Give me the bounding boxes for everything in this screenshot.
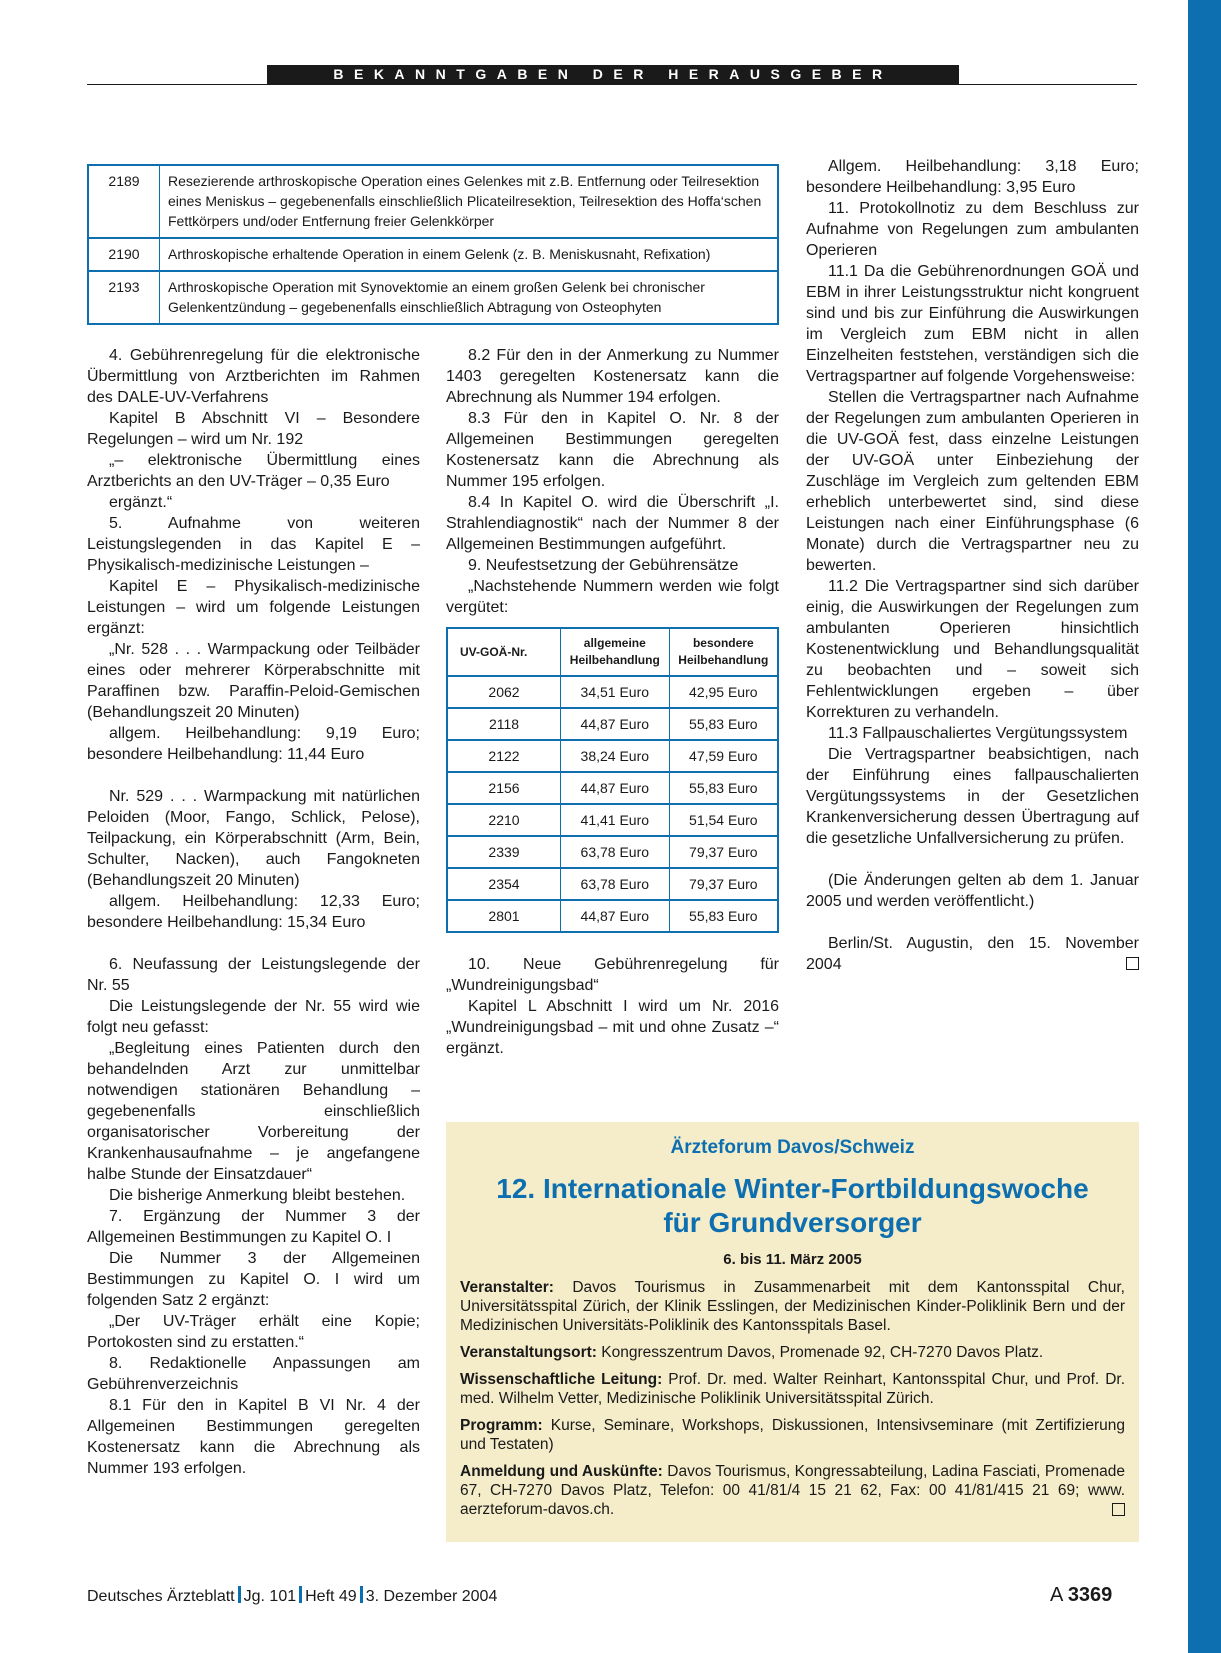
footer-separator [299,1586,302,1603]
paragraph: Die bisherige Anmerkung bleibt bestehen. [109,1187,406,1204]
column-header: UV-GOÄ-Nr. [447,628,561,676]
event-title [460,1172,1125,1240]
table-row [447,900,778,932]
event-item [460,1416,1125,1454]
paragraph: Kapitel L Abschnitt I wird um Nr. 2016 „Wundreinigungsbad – mit und ohne Zusatz –“ ergänzt. [446,998,779,1057]
volume: Jg. 101 [243,1588,297,1605]
paragraph: Die Vertragspartner beabsichtigen, nach der Einführung eines fallpauschalierten Vergütungssystems in der Gesetzlichen Krankenversicherung dessen Übertragung auf die gesetzliche Unfallversicherung zu prüfen. [806,746,1139,847]
table-cell: 42,95 Euro [669,676,778,708]
section-heading: 8. Redaktionelle Anpassungen am Gebührenverzeichnis [87,1355,420,1393]
paragraph: „Nachstehende Nummern werden wie folgt vergütet: [446,578,779,616]
paragraph: Kapitel B Abschnitt VI – Besondere Regelungen – wird um Nr. 192 [87,410,420,448]
column-header: besondere Heilbehandlung [669,628,778,676]
paragraph: allgem. Heilbehandlung: 12,33 Euro; besondere Heilbehandlung: 15,34 Euro [87,893,420,931]
event-item [460,1343,1125,1362]
table-cell: 63,78 Euro [561,836,670,868]
table-row [88,165,778,238]
paragraph: 8.4 In Kapitel O. wird die Überschrift „I. Strahlendiagnostik“ nach der Nummer 8 der Allgemeinen Bestimmungen aufgeführt. [446,494,779,553]
header-rule [87,84,1137,85]
section-header: BEKANNTGABEN DER HERAUSGEBER [267,65,959,84]
paragraph: „Nr. 528 . . . Warmpackung oder Teilbäder eines oder mehrerer Körperabschnitte mit Paraffinen bzw. Paraffin-Peloid-Gemischen (Behandlungszeit 20 Minuten) [87,641,420,721]
table-cell: 2210 [447,804,561,836]
page-prefix: A [1050,1584,1063,1606]
table-cell: 44,87 Euro [561,708,670,740]
paragraph: (Die Änderungen gelten ab dem 1. Januar 2005 und werden veröffentlicht.) [806,872,1139,910]
event-item-text: Davos Tourismus in Zusammenarbeit mit dem Kantonsspital Chur, Universitätsspital Zürich, der Klinik Esslingen, der Medizinischen Kinder-Poliklinik Bern und der Medizinischen Universitäts-Poliklinik des Kantonsspitals Basel. [460,1279,1125,1334]
issue: Heft 49 [305,1588,357,1605]
table-row [88,271,778,324]
table-cell: 44,87 Euro [561,900,670,932]
table-row [447,708,778,740]
end-square-icon [1126,957,1139,970]
table-row [447,676,778,708]
event-item [460,1278,1125,1335]
section-heading: 11.3 Fallpauschaliertes Vergütungssystem [828,725,1128,742]
signature-line [806,933,1139,975]
signature-text: Berlin/St. Augustin, den 15. November 2004 [806,935,1139,973]
footer-separator [238,1586,241,1603]
table-row [447,804,778,836]
table-row [447,836,778,868]
paragraph: allgem. Heilbehandlung: 9,19 Euro; besondere Heilbehandlung: 11,44 Euro [87,725,420,763]
table-cell: 55,83 Euro [669,900,778,932]
table-cell: 2156 [447,772,561,804]
event-item-label: Programm: [460,1417,543,1434]
paragraph: Die Leistungslegende der Nr. 55 wird wie folgt neu gefasst: [87,998,420,1036]
section-heading: 6. Neufassung der Leistungslegende der Nr. 55 [87,956,420,994]
table-cell: 2354 [447,868,561,900]
procedure-number: 2193 [88,271,160,324]
event-organizer-line: Ärzteforum Davos/Schweiz [670,1137,915,1158]
table-row [447,868,778,900]
procedure-description: Resezierende arthroskopische Operation eines Gelenkes mit z.B. Entfernung oder Teilresektion eines Meniskus – gegebenenfalls einschließlich Plicateilresektion, Teilresektion des Hoffa‘schen Fettkörpers und/oder Entfernung freier Gelenkkörper [160,165,779,238]
paragraph: Die Nummer 3 der Allgemeinen Bestimmungen zu Kapitel O. I wird um folgenden Satz 2 ergänzt: [87,1250,420,1309]
page-number [1050,1582,1112,1608]
paragraph: Stellen die Vertragspartner nach Aufnahme der Regelungen zum ambulanten Operieren in die UV-GOÄ fest, dass einzelne Leistungen der UV-GOÄ unter Einbeziehung der Zuschläge im Vergleich zum geltenden EBM erheblich unterbewertet sind, sind diese Leistungen nach einer Einführungsphase (6 Monate) durch die Vertragspartner neu zu bewerten. [806,389,1139,574]
table-cell: 55,83 Euro [669,772,778,804]
footer-separator [360,1586,363,1603]
table-cell: 41,41 Euro [561,804,670,836]
column-header: allgemeine Heilbehandlung [561,628,670,676]
section-heading: 7. Ergänzung der Nummer 3 der Allgemeinen Bestimmungen zu Kapitel O. I [87,1208,420,1246]
event-title-line: 12. Internationale Winter-Fortbildungswoche [496,1173,1089,1204]
event-date: 6. bis 11. März 2005 [723,1251,862,1268]
table-cell: 2122 [447,740,561,772]
journal-name: Deutsches Ärzteblatt [87,1588,235,1605]
end-square-icon [1112,1503,1125,1516]
paragraph: 11.1 Da die Gebührenordnungen GOÄ und EBM in ihrer Leistungsstruktur nicht kongruent sind und bis zur Einführung die Auswirkungen im Vergleich zum EBM nicht in allen Einzelheiten feststehen, verständigen sich die Vertragspartner auf folgende Vorgehensweise: [806,263,1139,385]
event-item-text: Prof. Dr. med. Walter Reinhart, Kantonsspital Chur, und Prof. Dr. med. Wilhelm Vetter, Medizinische Poliklinik Universitätsspital Zürich. [460,1371,1125,1407]
paragraph: Allgem. Heilbehandlung: 3,18 Euro; besondere Heilbehandlung: 3,95 Euro [806,158,1139,196]
section-heading: 11. Protokollnotiz zu dem Beschluss zur Aufnahme von Regelungen zum ambulanten Operieren [806,200,1139,259]
procedure-table [87,164,779,325]
procedure-description: Arthroskopische Operation mit Synovektomie an einem großen Gelenk bei chronischer Gelenkentzündung – gegebenenfalls einschließlich Abtragung von Osteophyten [160,271,779,324]
table-cell: 2339 [447,836,561,868]
paragraph: 11.2 Die Vertragspartner sind sich darüber einig, die Auswirkungen der Regelungen zum ambulanten Operieren hinsichtlich Kostenentwicklung und Behandlungsqualität zu beobachten und – soweit sich Fehlentwicklungen ergeben – über Korrekturen zu verhandeln. [806,578,1139,721]
page-footer [87,1586,497,1608]
procedure-number: 2190 [88,238,160,271]
edge-color-bar [1188,0,1221,1653]
table-header-row [447,628,778,676]
table-cell: 2062 [447,676,561,708]
event-title-line: für Grundversorger [663,1207,922,1238]
section-heading: 4. Gebührenregelung für die elektronische Übermittlung von Arztberichten im Rahmen des DALE-UV-Verfahrens [87,347,420,406]
paragraph: „– elektronische Übermittlung eines Arztberichts an den UV-Träger – 0,35 Euro [87,452,420,490]
text-column-3 [806,156,1139,975]
fee-table [446,627,779,933]
table-cell: 34,51 Euro [561,676,670,708]
page-number-value: 3369 [1067,1584,1113,1606]
table-cell: 51,54 Euro [669,804,778,836]
event-announcement-box [446,1122,1139,1542]
section-heading: 5. Aufnahme von weiteren Leistungslegenden in das Kapitel E – Physikalisch-medizinische Leistungen – [87,515,420,574]
event-item [460,1370,1125,1408]
paragraph: ergänzt.“ [109,494,173,511]
paragraph: „Der UV-Träger erhält eine Kopie; Portokosten sind zu erstatten.“ [87,1313,420,1351]
table-cell: 63,78 Euro [561,868,670,900]
text-column-2 [446,345,779,1059]
section-heading: 9. Neufestsetzung der Gebührensätze [468,557,739,574]
table-cell: 79,37 Euro [669,868,778,900]
event-item-text: Kurse, Seminare, Workshops, Diskussionen, Intensivseminare (mit Zertifizierung und Testaten) [460,1417,1125,1453]
table-cell: 2801 [447,900,561,932]
paragraph: Kapitel E – Physikalisch-medizinische Leistungen – wird um folgende Leistungen ergänzt: [87,578,420,637]
paragraph: Nr. 529 . . . Warmpackung mit natürlichen Peloiden (Moor, Fango, Schlick, Pelose), Teilpackung, ein Körperabschnitt (Arm, Bein, Schulter, Nacken), auch Fangokneten (Behandlungszeit 20 Minuten) [87,788,420,889]
procedure-description: Arthroskopische erhaltende Operation in einem Gelenk (z. B. Meniskusnaht, Refixation) [160,238,779,271]
event-item-label: Wissenschaftliche Leitung: [460,1371,663,1388]
event-item-text: Davos Tourismus, Kongressabteilung, Ladina Fasciati, Promenade 67, CH-7270 Davos Platz, Telefon: 00 41/81/4 15 21 62, Fax: 00 41/81/415 21 69; www. aerzteforum-davos.ch. [460,1463,1125,1518]
table-row [447,772,778,804]
table-cell: 44,87 Euro [561,772,670,804]
table-cell: 47,59 Euro [669,740,778,772]
paragraph: 8.3 Für den in Kapitel O. Nr. 8 der Allgemeinen Bestimmungen geregelten Kostenersatz kann die Abrechnung als Nummer 195 erfolgen. [446,410,779,490]
paragraph: „Begleitung eines Patienten durch den behandelnden Arzt zur unmittelbar notwendigen stationären Behandlung – gegebenenfalls einschließlich organisatorischer Vorbereitung der Krankenhausaufnahme – je angefangene halbe Stunde der Einsatzdauer“ [87,1040,420,1183]
event-item [460,1462,1125,1519]
paragraph: 8.2 Für den in der Anmerkung zu Nummer 1403 geregelten Kostenersatz kann die Abrechnung als Nummer 194 erfolgen. [446,347,779,406]
text-column-1 [87,345,420,1479]
table-cell: 2118 [447,708,561,740]
paragraph: 8.1 Für den in Kapitel B VI Nr. 4 der Allgemeinen Bestimmungen geregelten Kostenersatz kann die Abrechnung als Nummer 193 erfolgen. [87,1397,420,1477]
event-item-text: Kongresszentrum Davos, Promenade 92, CH-7270 Davos Platz. [601,1344,1044,1361]
event-item-label: Anmeldung und Auskünfte: [460,1463,663,1480]
table-row [447,740,778,772]
table-row [88,238,778,271]
section-heading: 10. Neue Gebührenregelung für „Wundreinigungsbad“ [446,956,779,994]
issue-date: 3. Dezember 2004 [365,1588,498,1605]
table-cell: 79,37 Euro [669,836,778,868]
event-item-label: Veranstalter: [460,1279,554,1296]
procedure-number: 2189 [88,165,160,238]
event-item-label: Veranstaltungsort: [460,1344,597,1361]
table-cell: 38,24 Euro [561,740,670,772]
table-cell: 55,83 Euro [669,708,778,740]
